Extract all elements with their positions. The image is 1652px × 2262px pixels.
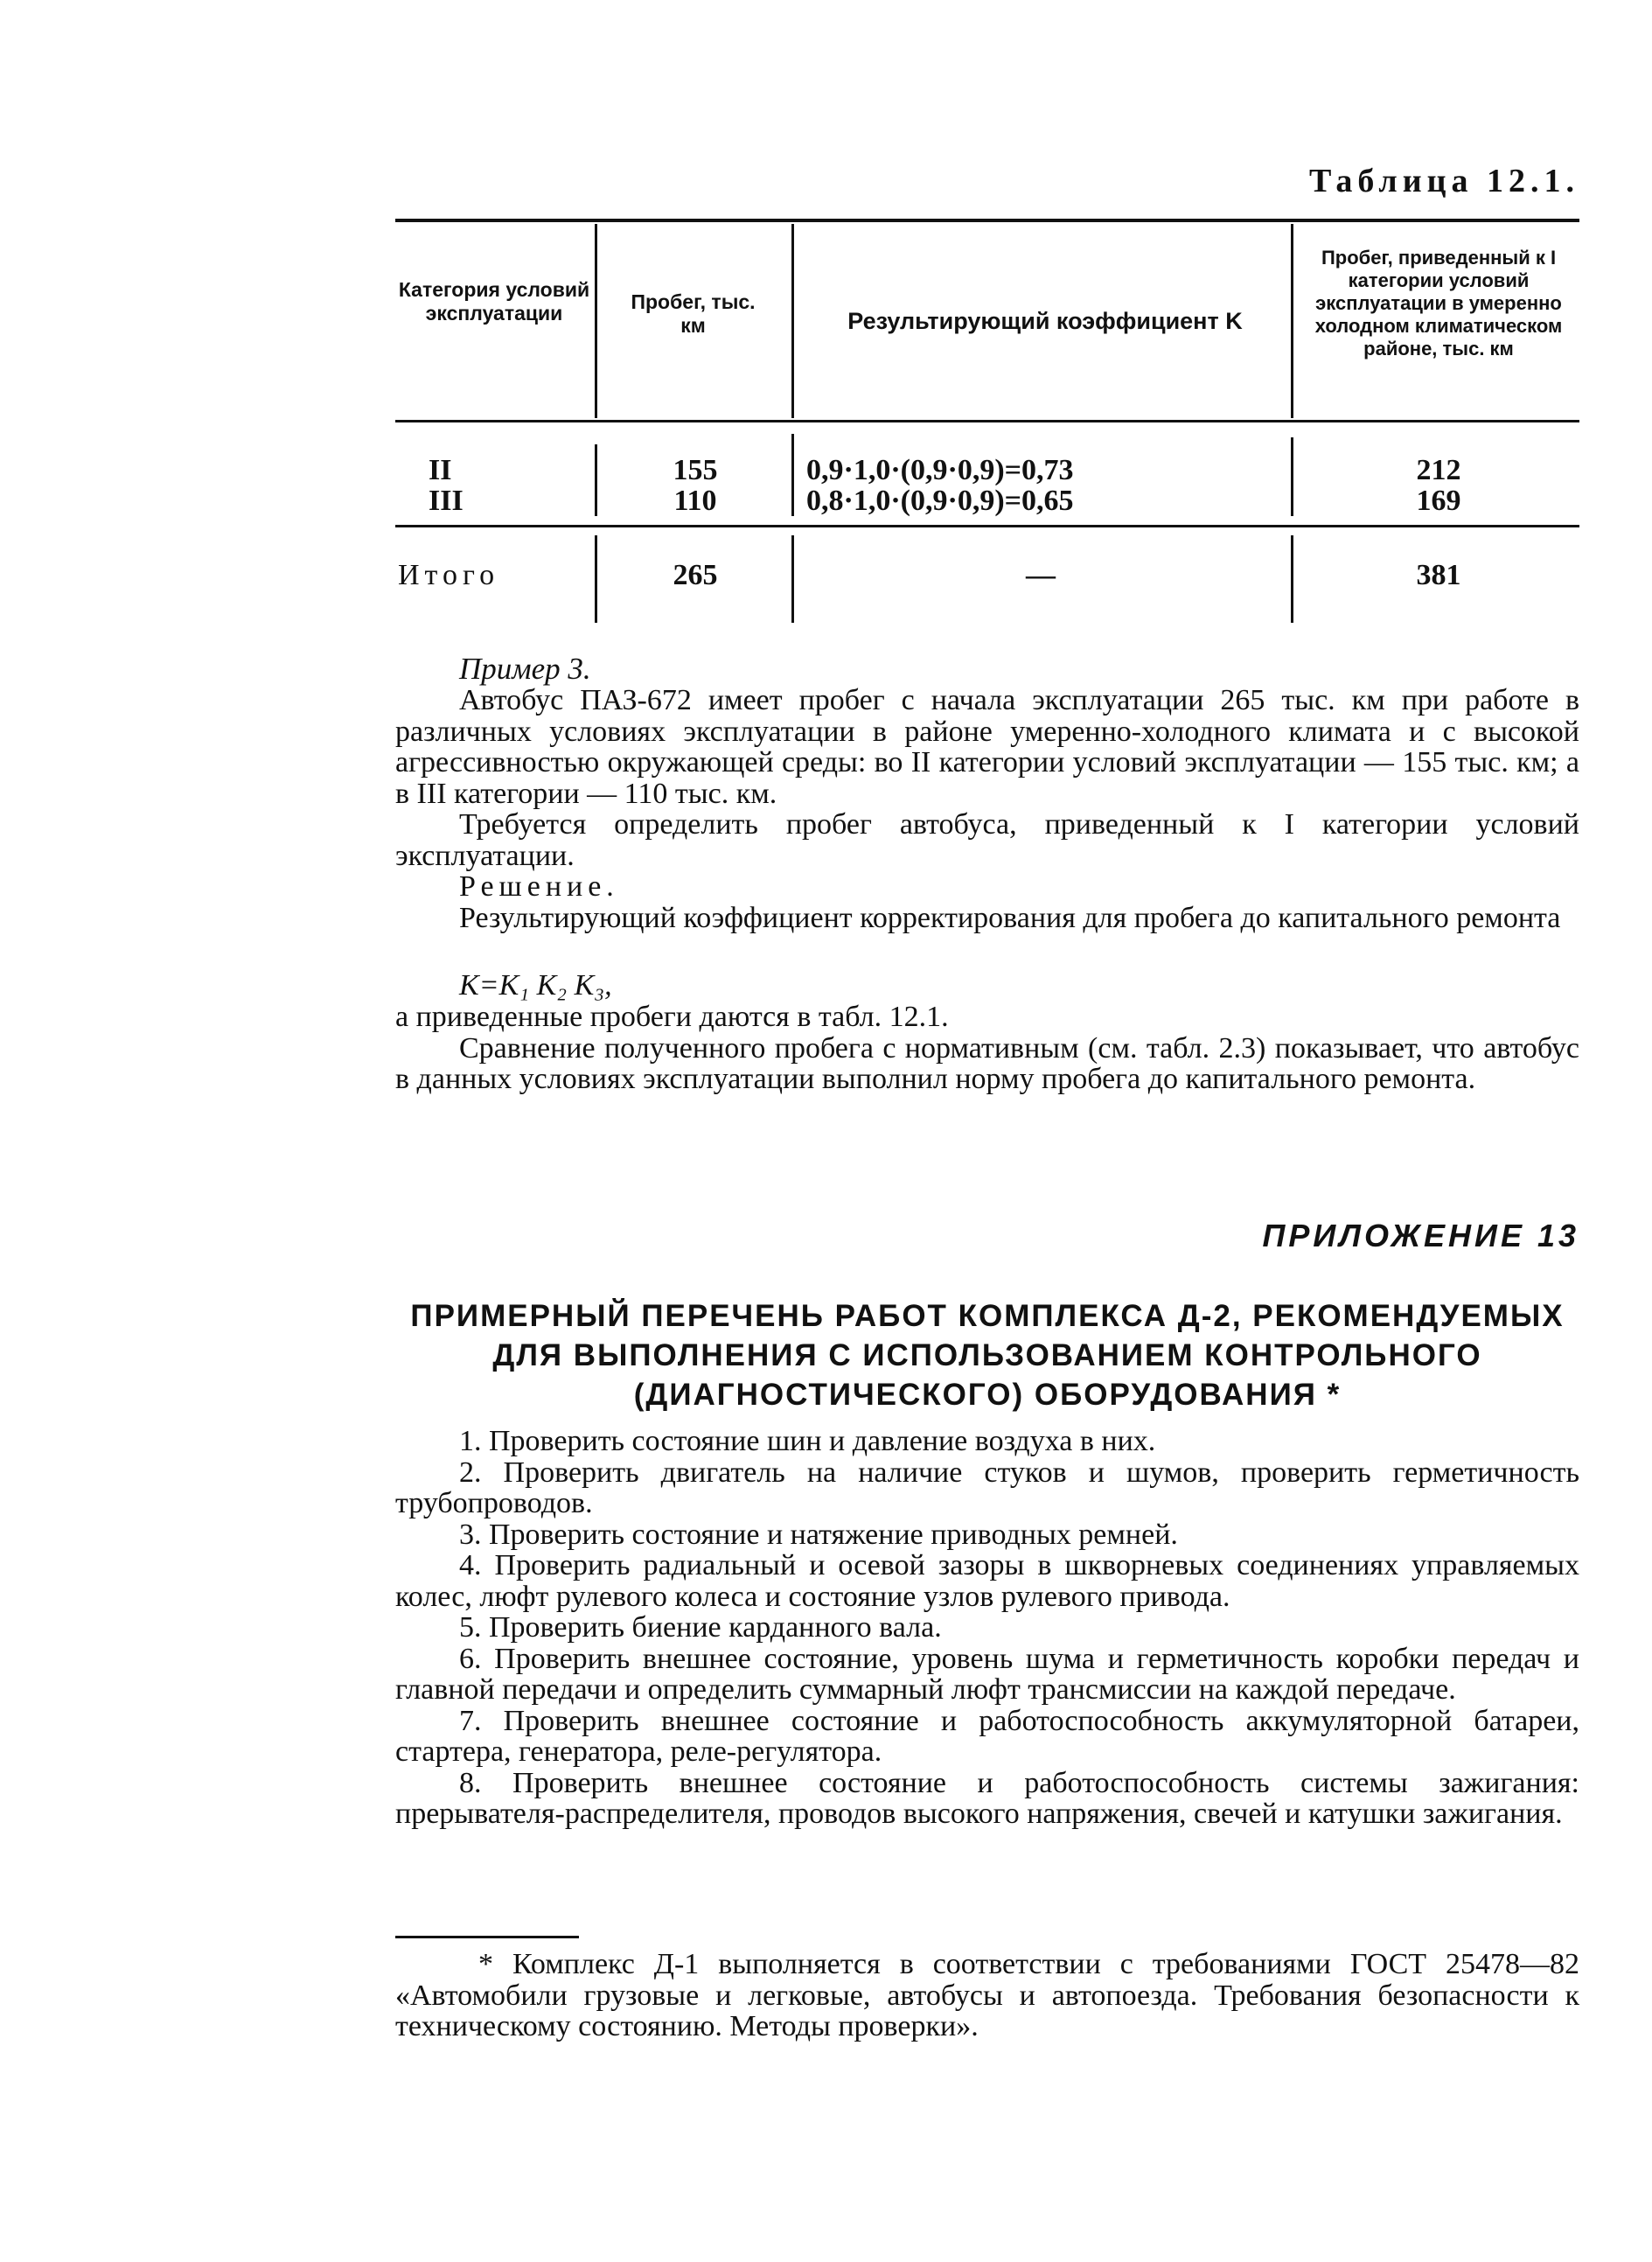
list-item: 4. Проверить радиальный и осевой зазоры в шкворневых соединениях управляемых колес, люфт рулевого колеса и состояние узлов рулевого привода. <box>395 1549 1579 1613</box>
work-list <box>395 1426 1579 1830</box>
list-item: 3. Проверить состояние и натяжение приводных ремней. <box>459 1518 1178 1551</box>
example-conclusion <box>395 1002 1579 1095</box>
appendix-label: ПРИЛОЖЕНИЕ 13 <box>1262 1218 1579 1253</box>
row-coefficient: 0,9·1,0·(0,9·0,9)=0,73 <box>806 454 1074 486</box>
footnote-divider <box>395 1936 579 1938</box>
example-paragraph: Сравнение полученного пробега с нормативным (см. табл. 2.3) показывает, что автобус в данных условиях эксплуатации выполнил норму пробега до капитального ремонта. <box>395 1031 1579 1095</box>
table-column-divider <box>1291 224 1293 418</box>
table-column-divider <box>791 535 794 623</box>
row-reduced: 169 <box>1416 485 1461 517</box>
total-mileage: 265 <box>673 559 718 591</box>
table-column-divider <box>791 434 794 516</box>
list-item: 5. Проверить биение карданного вала. <box>459 1611 942 1644</box>
row-mileage: 110 <box>673 485 717 517</box>
table-top-rule <box>395 219 1579 222</box>
header-reduced-mileage: Пробег, приведенный к I категории условий эксплуатации в умеренно холодном климатическом районе, тыс. км <box>1314 247 1563 360</box>
header-coefficient: Результирующий коэффициент K <box>847 308 1243 334</box>
example-paragraph: Результирующий коэффициент корректирования для пробега до капитального ремонта <box>459 901 1561 934</box>
table-column-divider <box>595 444 597 516</box>
formula: K=K₁ K₂ K₃, <box>459 969 612 1002</box>
appendix-heading: ПРИМЕРНЫЙ ПЕРЕЧЕНЬ РАБОТ КОМПЛЕКСА Д-2, РЕКОМЕНДУЕМЫХ ДЛЯ ВЫПОЛНЕНИЯ С ИСПОЛЬЗОВАНИЕМ КОНТРОЛЬНОГО (ДИАГНОСТИЧЕСКОГО) ОБОРУДОВАНИЯ * <box>410 1299 1565 1412</box>
list-item: 6. Проверить внешнее состояние, уровень шума и герметичность коробки передач и главной передачи и определить суммарный люфт трансмиссии на каждой передаче. <box>395 1642 1579 1706</box>
table-header-rule <box>395 420 1579 422</box>
table-column-divider <box>1291 437 1293 516</box>
total-label: Итого <box>398 559 500 591</box>
table-body-rule <box>395 525 1579 527</box>
example-paragraph: Требуется определить пробег автобуса, приведенный к I категории условий эксплуатации. <box>395 808 1579 872</box>
total-coefficient: — <box>1026 559 1056 591</box>
table-column-divider <box>595 224 597 418</box>
table-column-divider <box>595 535 597 623</box>
example-title: Пример 3. <box>459 652 591 686</box>
list-item: 8. Проверить внешнее состояние и работоспособность системы зажигания: прерывателя-распределителя, проводов высокого напряжения, свечей и катушки зажигания. <box>395 1766 1579 1830</box>
total-reduced: 381 <box>1416 559 1461 591</box>
footnote-text: * Комплекс Д-1 выполняется в соответствии с требованиями ГОСТ 25478—82 «Автомобили грузовые и легковые, автобусы и автопоезда. Требования безопасности к техническому состоянию. Методы проверки». <box>395 1948 1579 2042</box>
table-caption: Таблица 12.1. <box>1308 163 1579 199</box>
table-column-divider <box>791 224 794 418</box>
example-body <box>395 685 1579 933</box>
header-mileage: Пробег, тыс. км <box>631 290 756 337</box>
footnote <box>395 1949 1579 2042</box>
row-category: III <box>429 485 464 517</box>
row-reduced: 212 <box>1416 454 1461 486</box>
solution-label: Решение. <box>459 870 619 903</box>
list-item: 1. Проверить состояние шин и давление воздуха в них. <box>459 1425 1156 1457</box>
list-item: 7. Проверить внешнее состояние и работоспособность аккумуляторной батареи, стартера, генератора, реле-регулятора. <box>395 1704 1579 1768</box>
row-mileage: 155 <box>673 454 718 486</box>
list-item: 2. Проверить двигатель на наличие стуков и шумов, проверить герметичность трубопроводов. <box>395 1456 1579 1519</box>
example-paragraph: Автобус ПАЗ-672 имеет пробег с начала эксплуатации 265 тыс. км при работе в различных условиях эксплуатации в районе умеренно-холодного климата и с высокой агрессивностью окружающей среды: во II категории условий эксплуатации — 155 тыс. км; а в III категории — 110 тыс. км. <box>395 684 1579 810</box>
header-category: Категория условий эксплуатации <box>398 278 590 325</box>
table-column-divider <box>1291 535 1293 623</box>
example-paragraph: а приведенные пробеги даются в табл. 12.1. <box>395 1001 949 1033</box>
row-coefficient: 0,8·1,0·(0,9·0,9)=0,65 <box>806 485 1074 517</box>
row-category: II <box>429 454 452 486</box>
